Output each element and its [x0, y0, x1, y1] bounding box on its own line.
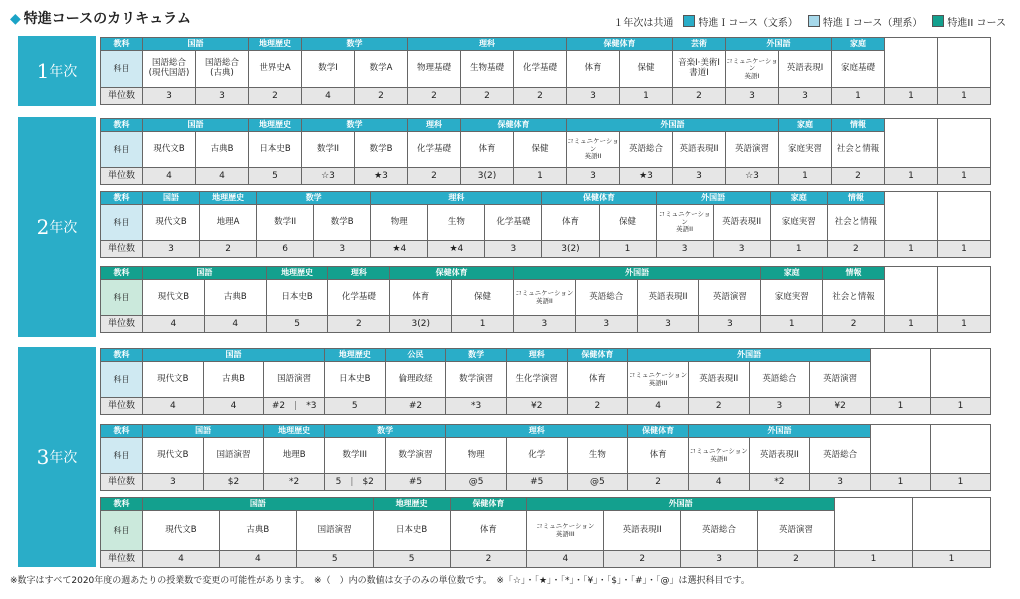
legend-common: １年次は共通 [613, 18, 674, 29]
units-cell: 4 [219, 551, 296, 568]
units-cell: 1 [931, 474, 991, 491]
units-cell: 3 [637, 316, 699, 333]
units-cell: 3 [575, 316, 637, 333]
course-cell: 日本史B [266, 280, 328, 316]
subject-group-header: 家庭 [832, 38, 885, 51]
subject-group-header: 保健体育 [628, 425, 689, 438]
units-cell: 2 [604, 551, 681, 568]
course-cell: 生物基礎 [461, 51, 514, 88]
course-cell: 社会と情報 [832, 132, 885, 168]
units-cell: *2 [749, 474, 810, 491]
units-cell: 3 [196, 88, 249, 105]
units-cell: ¥2 [506, 398, 567, 415]
course-label: 科目 [101, 511, 143, 551]
units-cell: 2 [758, 551, 835, 568]
course-cell: 化学基礎 [328, 280, 390, 316]
curriculum-table-year2-tokushin2 [100, 266, 991, 333]
units-cell: 3 [749, 398, 810, 415]
course-cell: 家庭実習 [770, 205, 827, 241]
subject-group-header: 外国語 [567, 119, 779, 132]
course-cell: 現代文B [143, 280, 205, 316]
units-cell: 2 [514, 88, 567, 105]
course-cell: 国語演習 [203, 438, 264, 474]
units-cell: 4 [688, 474, 749, 491]
course-cell: 英語演習 [699, 280, 761, 316]
units-cell: 4 [302, 88, 355, 105]
subject-group-header: 国語 [143, 192, 200, 205]
units-cell: 2 [450, 551, 527, 568]
subject-group-header: 数学 [302, 38, 408, 51]
subject-group-header: 国語 [143, 425, 264, 438]
course-cell: 現代文B [143, 511, 220, 551]
course-cell: 数学A [355, 51, 408, 88]
units-cell: 4 [196, 168, 249, 185]
subject-group-header: 国語 [143, 38, 249, 51]
units-cell: 5 | $2 [324, 474, 385, 491]
course-cell: 数学I [302, 51, 355, 88]
units-cell: 2 [567, 398, 628, 415]
extra-course-cell: 宗教教育 [913, 498, 991, 551]
course-cell: 体育 [390, 280, 452, 316]
units-cell: 2 [249, 88, 302, 105]
units-label: 単位数 [101, 168, 143, 185]
units-cell: 1 [835, 551, 913, 568]
units-cell: 2 [827, 241, 884, 258]
course-cell: 古典B [203, 362, 264, 398]
subject-group-header: 理科 [328, 267, 390, 280]
course-cell: 家庭実習 [779, 132, 832, 168]
subject-group-header: 地理歴史 [324, 349, 385, 362]
units-cell: 1 [885, 88, 938, 105]
units-cell: 3 [143, 241, 200, 258]
course-cell: 日本史B [373, 511, 450, 551]
course-cell: 英語表現II [713, 205, 770, 241]
course-cell: 音楽I·美術I 書道I [673, 51, 726, 88]
course-cell: 生物 [428, 205, 485, 241]
extra-course-cell: 宗教教育 [938, 267, 991, 316]
course-cell: 地理A [200, 205, 257, 241]
units-cell: 4 [204, 316, 266, 333]
units-cell: #2 [385, 398, 446, 415]
subject-group-header: 保健体育 [390, 267, 514, 280]
units-cell: 1 [779, 168, 832, 185]
units-cell: ☆3 [302, 168, 355, 185]
units-cell: 1 [761, 316, 823, 333]
course-cell: 英語演習 [726, 132, 779, 168]
units-cell: 3 [699, 316, 761, 333]
course-cell: 英語総合 [810, 438, 871, 474]
subject-group-header: 情報 [823, 267, 885, 280]
divider: | [350, 476, 354, 487]
course-cell: 英語表現I [779, 51, 832, 88]
course-cell: コミュニケーション 英語II [513, 280, 575, 316]
subject-group-header: 公民 [385, 349, 446, 362]
subject-group-header: 芸術 [673, 38, 726, 51]
units-cell: *3 [446, 398, 507, 415]
units-cell: #5 [506, 474, 567, 491]
page-title: ◆ 特進コースのカリキュラム [10, 11, 191, 27]
course-label: 科目 [101, 280, 143, 316]
subject-label: 教科 [101, 192, 143, 205]
course-cell: 古典B [219, 511, 296, 551]
course-cell: 英語総合 [681, 511, 758, 551]
course-cell: 世界史A [249, 51, 302, 88]
course-cell: 倫理政経 [385, 362, 446, 398]
units-cell: 3 [567, 168, 620, 185]
course-cell: 国語総合 (現代国語) [143, 51, 196, 88]
units-cell: 1 [599, 241, 656, 258]
subject-group-header: 理科 [506, 349, 567, 362]
extra-course-cell: 宗教教育 [938, 38, 991, 88]
course-cell: 英語表現II [673, 132, 726, 168]
course-cell: 数学演習 [385, 438, 446, 474]
course-cell: コミュニケーション 英語I [726, 51, 779, 88]
units-cell: 4 [527, 551, 604, 568]
subject-label: 教科 [101, 38, 143, 51]
units-cell: 3 [656, 241, 713, 258]
course-cell: 体育 [567, 362, 628, 398]
subject-group-header: 理科 [408, 119, 461, 132]
extra-course-cell: 宗教教育 [938, 119, 991, 168]
subject-label: 教科 [101, 425, 143, 438]
subject-group-header: 情報 [832, 119, 885, 132]
subject-group-header: 情報 [827, 192, 884, 205]
course-cell: 保健 [514, 132, 567, 168]
units-cell: ☆3 [726, 168, 779, 185]
units-cell: 3 [681, 551, 758, 568]
course-label: 科目 [101, 51, 143, 88]
course-cell: 古典B [204, 280, 266, 316]
course-cell: 社会と情報 [827, 205, 884, 241]
subject-group-header: 保健体育 [461, 119, 567, 132]
subject-group-header: 家庭 [770, 192, 827, 205]
units-cell: 4 [143, 551, 220, 568]
course-cell: 保健 [452, 280, 514, 316]
course-cell: 英語表現II [604, 511, 681, 551]
diamond-icon: ◆ [10, 11, 21, 27]
units-cell: ¥2 [810, 398, 871, 415]
curriculum-table-year3-tokushin2 [100, 497, 991, 568]
extra-course-cell: 宗教教育 [931, 425, 991, 474]
course-cell: 英語演習 [810, 362, 871, 398]
course-cell: 物理 [446, 438, 507, 474]
course-cell: 現代文B [143, 438, 204, 474]
units-cell: 5 [249, 168, 302, 185]
units-cell: 2 [628, 474, 689, 491]
subject-group-header: 外国語 [656, 192, 770, 205]
units-cell: 2 [408, 88, 461, 105]
subject-group-header: 数学 [302, 119, 408, 132]
units-cell: 1 [871, 398, 931, 415]
units-label: 単位数 [101, 474, 143, 491]
units-cell: 2 [355, 88, 408, 105]
legend-item-tokushin2: 特進II コース [932, 14, 1006, 29]
course-cell: 日本史B [324, 362, 385, 398]
course-cell: 生化学演習 [506, 362, 567, 398]
course-cell: 英語総合 [575, 280, 637, 316]
units-cell: 3 [485, 241, 542, 258]
units-cell: 2 [408, 168, 461, 185]
units-cell: 1 [871, 474, 931, 491]
units-cell: ★4 [371, 241, 428, 258]
course-cell: 古典B [196, 132, 249, 168]
course-cell: 数学B [314, 205, 371, 241]
course-cell: 英語表現II [688, 362, 749, 398]
units-cell: #5 [385, 474, 446, 491]
course-cell: 英語演習 [758, 511, 835, 551]
extra-course-cell: 宗教教育 [931, 349, 991, 398]
units-cell: #2 | *3 [264, 398, 325, 415]
units-cell: 1 [931, 398, 991, 415]
units-cell: 1 [885, 241, 938, 258]
units-cell: 3 [143, 474, 204, 491]
units-cell: 5 [324, 398, 385, 415]
units-cell: 4 [203, 398, 264, 415]
subject-group-header: 外国語 [513, 267, 760, 280]
units-cell: 6 [257, 241, 314, 258]
units-cell: 1 [770, 241, 827, 258]
course-label: 科目 [101, 132, 143, 168]
extra-course-cell: 総合探究 [885, 192, 938, 241]
course-cell: 保健 [599, 205, 656, 241]
course-cell: コミュニケーション 英語II [656, 205, 713, 241]
units-cell: 4 [628, 398, 689, 415]
course-label: 科目 [101, 205, 143, 241]
course-cell: コミュニケーション 英語II [567, 132, 620, 168]
course-cell: 体育 [628, 438, 689, 474]
subject-group-header: 地理歴史 [249, 119, 302, 132]
subject-label: 教科 [101, 119, 143, 132]
units-cell: 3(2) [542, 241, 599, 258]
units-cell: 5 [266, 316, 328, 333]
extra-course-cell: 総合探究 [885, 267, 938, 316]
course-cell: 数学II [302, 132, 355, 168]
units-cell: 1 [938, 316, 991, 333]
extra-course-cell: 総合学習 [871, 349, 931, 398]
units-cell: 2 [673, 88, 726, 105]
subject-group-header: 数学 [446, 349, 507, 362]
units-cell: 2 [832, 168, 885, 185]
subject-group-header: 国語 [143, 267, 267, 280]
subject-group-header: 外国語 [527, 498, 835, 511]
course-cell: 体育 [461, 132, 514, 168]
course-cell: 化学 [506, 438, 567, 474]
units-cell: 3 [810, 474, 871, 491]
units-label: 単位数 [101, 551, 143, 568]
units-cell: 2 [200, 241, 257, 258]
legend [613, 14, 1006, 29]
year-label-1: 1 年次 [18, 36, 96, 106]
course-cell: 社会と情報 [823, 280, 885, 316]
units-cell: @5 [567, 474, 628, 491]
course-cell: 地理B [264, 438, 325, 474]
course-cell: 現代文B [143, 362, 204, 398]
units-cell: 3 [513, 316, 575, 333]
units-cell: ★4 [428, 241, 485, 258]
units-cell: 2 [688, 398, 749, 415]
course-cell: 家庭基礎 [832, 51, 885, 88]
units-cell: 1 [938, 168, 991, 185]
units-cell: 3 [713, 241, 770, 258]
units-cell: 1 [885, 168, 938, 185]
year-label-2: 2 年次 [18, 117, 96, 337]
subject-group-header: 理科 [446, 425, 628, 438]
subject-label: 教科 [101, 349, 143, 362]
units-cell: 4 [143, 168, 196, 185]
course-cell: 化学基礎 [408, 132, 461, 168]
units-cell: @5 [446, 474, 507, 491]
subject-group-header: 国語 [143, 498, 374, 511]
units-cell: 1 [885, 316, 938, 333]
subject-group-header: 国語 [143, 349, 325, 362]
subject-group-header: 理科 [371, 192, 542, 205]
extra-course-cell: 総合学習 [871, 425, 931, 474]
subject-group-header: 保健体育 [567, 38, 673, 51]
course-cell: 日本史B [249, 132, 302, 168]
subject-label: 教科 [101, 498, 143, 511]
course-cell: コミュニケーション 英語III [527, 511, 604, 551]
course-cell: 保健 [620, 51, 673, 88]
units-cell: ★3 [355, 168, 408, 185]
subject-group-header: 家庭 [779, 119, 832, 132]
course-cell: 英語表現II [749, 438, 810, 474]
course-cell: 国語総合 (古典) [196, 51, 249, 88]
course-cell: 英語総合 [620, 132, 673, 168]
units-cell: 1 [938, 241, 991, 258]
subject-group-header: 保健体育 [450, 498, 527, 511]
subject-group-header: 保健体育 [567, 349, 628, 362]
divider: | [294, 400, 298, 411]
course-label: 科目 [101, 362, 143, 398]
units-cell: 2 [328, 316, 390, 333]
legend-item-rikei: 特進Ｉコース（理系） [808, 14, 923, 29]
course-cell: 英語表現II [637, 280, 699, 316]
units-cell: 3 [143, 88, 196, 105]
year-label-3: 3 年次 [18, 347, 96, 567]
curriculum-table-year3-rikei [100, 424, 991, 491]
subject-group-header: 地理歴史 [266, 267, 328, 280]
curriculum-table-year1 [100, 37, 991, 105]
units-cell: *2 [264, 474, 325, 491]
subject-label: 教科 [101, 267, 143, 280]
subject-group-header: 外国語 [628, 349, 871, 362]
course-cell: 体育 [542, 205, 599, 241]
extra-course-cell: 総合探究 [885, 119, 938, 168]
units-label: 単位数 [101, 316, 143, 333]
course-cell: 化学基礎 [514, 51, 567, 88]
legend-swatch-icon [808, 15, 820, 27]
course-cell: 体育 [567, 51, 620, 88]
course-cell: 現代文B [143, 205, 200, 241]
course-cell: 数学演習 [446, 362, 507, 398]
subject-group-header: 地理歴史 [373, 498, 450, 511]
course-cell: 家庭実習 [761, 280, 823, 316]
subject-group-header: 地理歴史 [264, 425, 325, 438]
units-label: 単位数 [101, 398, 143, 415]
subject-group-header: 数学 [257, 192, 371, 205]
subject-group-header: 保健体育 [542, 192, 656, 205]
curriculum-table-year3-bunkei [100, 348, 991, 415]
units-cell: ★3 [620, 168, 673, 185]
course-cell: 物理基礎 [408, 51, 461, 88]
units-cell: 3 [779, 88, 832, 105]
course-cell: コミュニケーション 英語III [628, 362, 689, 398]
extra-course-cell: 総合学習 [835, 498, 913, 551]
units-cell: 2 [461, 88, 514, 105]
course-cell: 物理 [371, 205, 428, 241]
units-cell: 2 [823, 316, 885, 333]
course-cell: コミュニケーション 英語II [688, 438, 749, 474]
subject-group-header: 外国語 [726, 38, 832, 51]
units-cell: 3 [567, 88, 620, 105]
extra-course-cell: 総合探究 [885, 38, 938, 88]
units-cell: 4 [143, 398, 204, 415]
units-cell: 3(2) [461, 168, 514, 185]
legend-swatch-icon [683, 15, 695, 27]
course-cell: 生物 [567, 438, 628, 474]
course-label: 科目 [101, 438, 143, 474]
units-cell: 5 [373, 551, 450, 568]
units-cell: 1 [913, 551, 991, 568]
course-cell: 英語総合 [749, 362, 810, 398]
units-cell: 1 [938, 88, 991, 105]
units-cell: 1 [514, 168, 567, 185]
subject-group-header: 地理歴史 [200, 192, 257, 205]
curriculum-table-year2-bunkei [100, 118, 991, 185]
subject-group-header: 理科 [408, 38, 567, 51]
units-cell: 1 [832, 88, 885, 105]
subject-group-header: 外国語 [688, 425, 870, 438]
course-cell: 数学III [324, 438, 385, 474]
course-cell: 数学B [355, 132, 408, 168]
course-cell: 体育 [450, 511, 527, 551]
units-cell: 3 [726, 88, 779, 105]
units-cell: $2 [203, 474, 264, 491]
course-cell: 化学基礎 [485, 205, 542, 241]
units-cell: 3(2) [390, 316, 452, 333]
subject-group-header: 国語 [143, 119, 249, 132]
footnote: ※数字はすべて2020年度の週あたりの授業数で変更の可能性があります。 ※（ ）内の数値は女子のみの単位数です。 ※「☆」・「★」・「*」・「¥」・「$」・「#」・「@」は選択科目です。 [10, 576, 750, 586]
units-cell: 4 [143, 316, 205, 333]
course-cell: 国語演習 [296, 511, 373, 551]
units-cell: 1 [452, 316, 514, 333]
subject-group-header: 数学 [324, 425, 445, 438]
course-cell: 現代文B [143, 132, 196, 168]
legend-item-bunkei: 特進Ｉコース（文系） [683, 14, 798, 29]
curriculum-table-year2-rikei [100, 191, 991, 258]
course-cell: 国語演習 [264, 362, 325, 398]
units-cell: 3 [673, 168, 726, 185]
units-label: 単位数 [101, 241, 143, 258]
units-cell: 5 [296, 551, 373, 568]
units-cell: 3 [314, 241, 371, 258]
units-label: 単位数 [101, 88, 143, 105]
extra-course-cell: 宗教教育 [938, 192, 991, 241]
subject-group-header: 地理歴史 [249, 38, 302, 51]
units-cell: 1 [620, 88, 673, 105]
course-cell: 数学II [257, 205, 314, 241]
legend-swatch-icon [932, 15, 944, 27]
subject-group-header: 家庭 [761, 267, 823, 280]
